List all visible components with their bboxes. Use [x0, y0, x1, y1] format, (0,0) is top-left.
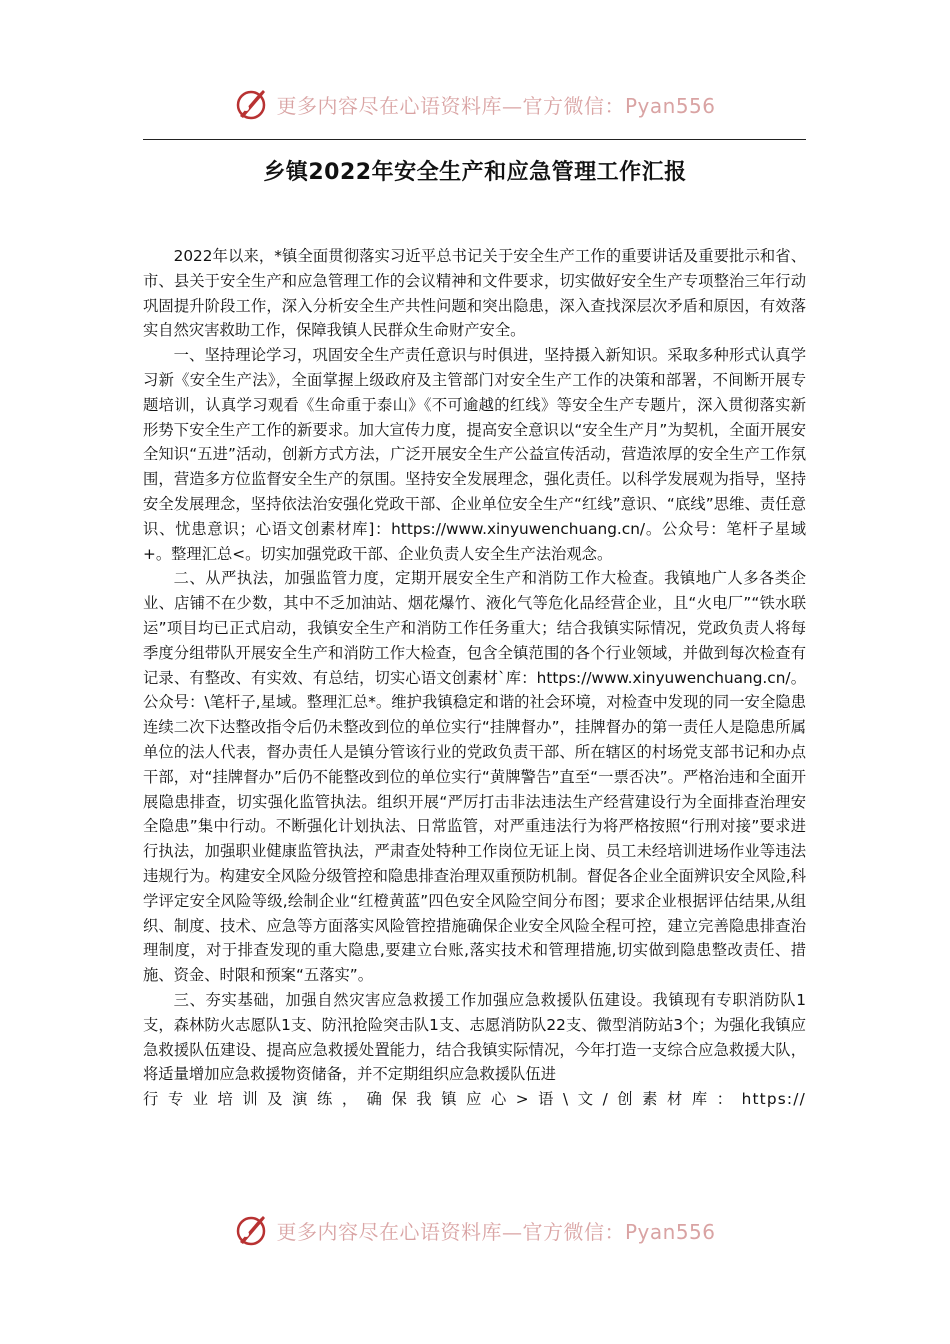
footer-watermark-banner: [0, 1208, 950, 1252]
header-banner-text: [276, 90, 715, 119]
paragraph-section-3: 三、夯实基础，加强自然灾害应急救援工作加强应急救援队伍建设。我镇现有专职消防队1支，森林防火志愿队1支、防汛抢险突击队1支、志愿消防队22支、微型消防站3个；为强化我镇应急救援队伍建设、提高应急救援处置能力，结合我镇实际情况，今年打造一支综合应急救援大队，将适量增加应急救援物资储备，并不定期组织应急救援队伍进: [143, 990, 806, 1084]
header-watermark-banner: [0, 82, 950, 126]
header-banner-dash: —: [501, 93, 523, 118]
header-banner-slogan: 更多内容尽在心语资料库: [276, 93, 502, 118]
pen-logo-icon: [234, 1212, 270, 1248]
footer-banner-slogan: 更多内容尽在心语资料库: [276, 1219, 502, 1244]
paragraph-section-2: 二、从严执法，加强监管力度，定期开展安全生产和消防工作大检查。我镇地广人多各类企业、店铺不在少数，其中不乏加油站、烟花爆竹、液化气等危化品经营企业，且“火电厂”“铁水联运”项目均已正式启动，我镇安全生产和消防工作任务重大；结合我镇实际情况，党政负责人将每季度分组带队开展安全生产和消防工作大检查，包含全镇范围的各个行业领域，并做到每次检查有记录、有整改、有实效、有总结，切实心语文创素材`库：https://www.xinyuwenchuang.cn/。公众号：\笔杆子,星域。整理汇总*。维护我镇稳定和谐的社会环境，对检查中发现的同一安全隐患连续二次下达整改指令后仍未整改到位的单位实行“挂牌督办”，挂牌督办的第一责任人是隐患所属单位的法人代表，督办责任人是镇分管该行业的党政负责干部、所在辖区的村场党支部书记和办点干部，对“挂牌督办”后仍不能整改到位的单位实行“黄牌警告”直至“一票否决”。严格治违和全面开展隐患排查，切实强化监管执法。组织开展“严厉打击非法违法生产经营建设行为全面排查治理安全隐患”集中行动。不断强化计划执法、日常监管，对严重违法行为将严格按照“行刑对接”要求进行执法，加强职业健康监管执法，严肃查处特种工作岗位无证上岗、员工未经培训进场作业等违法违规行为。构建安全风险分级管控和隐患排查治理双重预防机制。督促各企业全面辨识安全风险,科学评定安全风险等级,绘制企业“红橙黄蓝”四色安全风险空间分布图；要求企业根据评估结果,从组织、制度、技术、应急等方面落实风险管控措施确保企业安全风险全程可控，建立完善隐患排查治理制度，对于排查发现的重大隐患,要建立台账,落实技术和管理措施,切实做到隐患整改责任、措施、资金、时限和预案“五落实”。: [143, 569, 806, 985]
header-banner-wechat-id: Pyan556: [624, 93, 716, 118]
footer-banner-wechat-id: Pyan556: [624, 1219, 716, 1244]
paragraph-section-1: 一、坚持理论学习，巩固安全生产责任意识与时俱进，坚持摄入新知识。采取多种形式认真学习新《安全生产法》，全面掌握上级政府及主管部门对安全生产工作的决策和部署，不间断开展专题培训，认真学习观看《生命重于泰山》《不可逾越的红线》等安全生产专题片，深入贯彻落实新形势下安全生产工作的新要求。加大宣传力度，提高安全意识以“安全生产月”为契机，全面开展安全知识“五进”活动，创新方式方法，广泛开展安全生产公益宣传活动，营造浓厚的安全生产工作氛围，营造多方位监督安全生产的氛围。坚持安全发展理念，强化责任。以科学发展观为指导，坚持安全发展理念，坚持依法治安强化党政干部、企业单位安全生产“红线”意识、“底线”思维、责任意识、忧患意识；心语文创素材库]：https://www.xinyuwenchuang.cn/。公众号：笔杆子星域+。整理汇总<。切实加强党政干部、企业负责人安全生产法治观念。: [143, 346, 806, 563]
document-title: 乡镇2022年安全生产和应急管理工作汇报: [263, 160, 687, 185]
footer-banner-wechat-label: 官方微信：: [522, 1219, 625, 1244]
header-banner-wechat-label: 官方微信：: [522, 93, 625, 118]
footer-banner-dash: —: [501, 1219, 523, 1244]
paragraph-section-3-tail: 行专业培训及演练，确保我镇应心>语\文/创素材库：https://: [143, 1090, 806, 1109]
pen-logo-icon: [234, 86, 270, 122]
footer-banner-text: [276, 1216, 715, 1245]
header-divider: [143, 139, 806, 140]
document-body: [143, 244, 806, 1112]
paragraph-intro: 2022年以来，*镇全面贯彻落实习近平总书记关于安全生产工作的重要讲话及重要批示和省、市、县关于安全生产和应急管理工作的会议精神和文件要求，切实做好安全生产专项整治三年行动巩固提升阶段工作，深入分析安全生产共性问题和突出隐患，深入查找深层次矛盾和原因，有效落实自然灾害救助工作，保障我镇人民群众生命财产安全。: [143, 247, 806, 340]
